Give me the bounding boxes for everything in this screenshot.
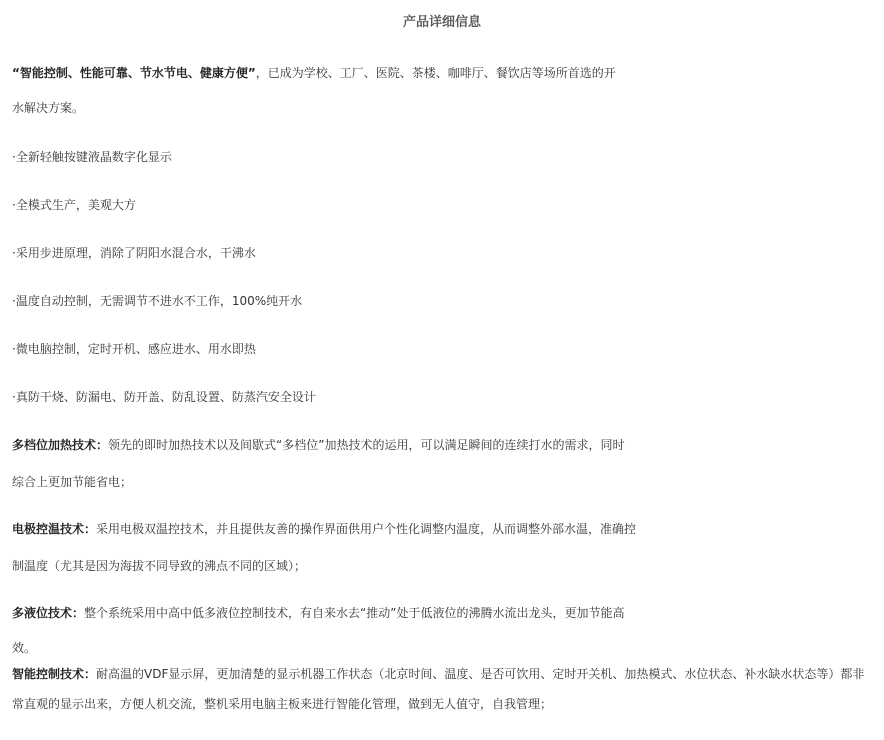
feature-label: 电极控温技术：	[12, 522, 97, 536]
bullet-item: ·微电脑控制，定时开机、感应进水、用水即热	[12, 342, 256, 356]
feature-multi-level	[12, 604, 624, 622]
feature-heating	[12, 436, 624, 454]
intro-line	[12, 64, 616, 82]
feature-continuation: 综合上更加节能省电；	[12, 475, 133, 489]
feature-smart-control	[12, 665, 864, 683]
bullet-item: ·全模式生产，美观大方	[12, 198, 136, 212]
feature-electrode	[12, 520, 636, 538]
bullet-item: ·采用步进原理，消除了阴阳水混合水，干沸水	[12, 246, 256, 260]
feature-label: 智能控制技术：	[12, 667, 97, 681]
intro-slogan: “智能控制、性能可靠、节水节电、健康方便”	[12, 66, 256, 80]
bullet-item: ·真防干烧、防漏电、防开盖、防乱设置、防蒸汽安全设计	[12, 390, 316, 404]
feature-text: 领先的即时加热技术以及间歇式“多档位”加热技术的运用，可以满足瞬间的连续打水的需求，同时	[108, 438, 625, 452]
feature-continuation: 制温度（尤其是因为海拔不同导致的沸点不同的区域）；	[12, 559, 307, 573]
bullet-item: ·全新轻触按键液晶数字化显示	[12, 150, 172, 164]
feature-text: 耐高温的VDF显示屏，更加清楚的显示机器工作状态（北京时间、温度、是否可饮用、定时开关机、加热模式、水位状态、补水缺水状态等）都非	[96, 667, 865, 681]
feature-text: 采用电极双温控技术，并且提供友善的操作界面供用户个性化调整内温度，从而调整外部水温，准确控	[96, 522, 637, 536]
feature-continuation: 效。	[12, 641, 37, 655]
feature-label: 多档位加热技术：	[12, 438, 109, 452]
feature-text: 整个系统采用中高中低多液位控制技术，有自来水去“推动”处于低液位的沸腾水流出龙头，更加节能高	[84, 606, 625, 620]
intro-text: ，已成为学校、工厂、医院、茶楼、咖啡厅、餐饮店等场所首选的开	[255, 66, 616, 80]
intro-continuation: 水解决方案。	[12, 101, 85, 115]
feature-label: 多液位技术：	[12, 606, 85, 620]
feature-continuation: 常直观的显示出来，方便人机交流，整机采用电脑主板来进行智能化管理，做到无人值守，自我管理；	[12, 697, 553, 711]
page-title: 产品详细信息	[402, 15, 481, 30]
bullet-item: ·温度自动控制，无需调节不进水不工作，100%纯开水	[12, 294, 303, 308]
